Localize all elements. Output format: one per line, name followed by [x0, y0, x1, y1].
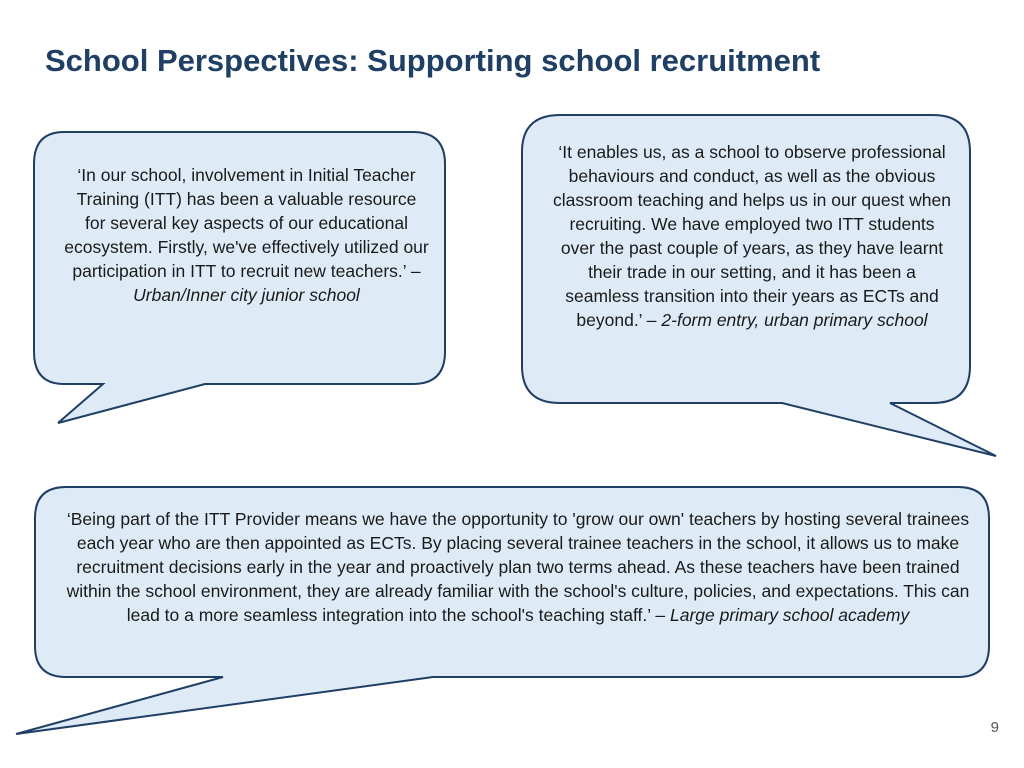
quote-text: ‘It enables us, as a school to observe professional behaviours and conduct, as well as the obvious classroom teaching and helps us in our quest when recruiting. We have employed two ITT students over the past couple of years, as they have learnt their trade in our setting, and it has been a seamless transition into their years as ECTs and beyond.’ — [553, 142, 951, 330]
quote-two-form-entry-school — [553, 140, 951, 332]
quote-separator: – — [410, 261, 421, 281]
quote-text: ‘Being part of the ITT Provider means we have the opportunity to 'grow our own' teachers by hosting several trainees each year who are then appointed as ECTs. By placing several trainee teachers in the school, it allows us to make recruitment decisions early in the year and proactively plan two terms ahead. As these teachers have been trained within the school environment, they are already familiar with the school's culture, policies, and expectations. This can lead to a more seamless integration into the school's teaching staff.’ — [66, 509, 970, 625]
quote-attribution: 2-form entry, urban primary school — [661, 310, 928, 330]
quote-separator: – — [655, 605, 666, 625]
quote-large-primary-academy — [56, 507, 980, 627]
page-number: 9 — [990, 719, 999, 736]
quote-separator: – — [646, 310, 657, 330]
quote-text: ‘In our school, involvement in Initial Teacher Training (ITT) has been a valuable resource for several key aspects of our educational ecosystem. Firstly, we've effectively utilized our participation in ITT to recruit new teachers.’ — [64, 165, 429, 281]
quote-attribution: Urban/Inner city junior school — [133, 285, 360, 305]
quote-urban-junior-school — [64, 163, 429, 307]
quote-attribution: Large primary school academy — [669, 605, 910, 625]
slide-title: School Perspectives: Supporting school recruitment — [45, 43, 821, 78]
